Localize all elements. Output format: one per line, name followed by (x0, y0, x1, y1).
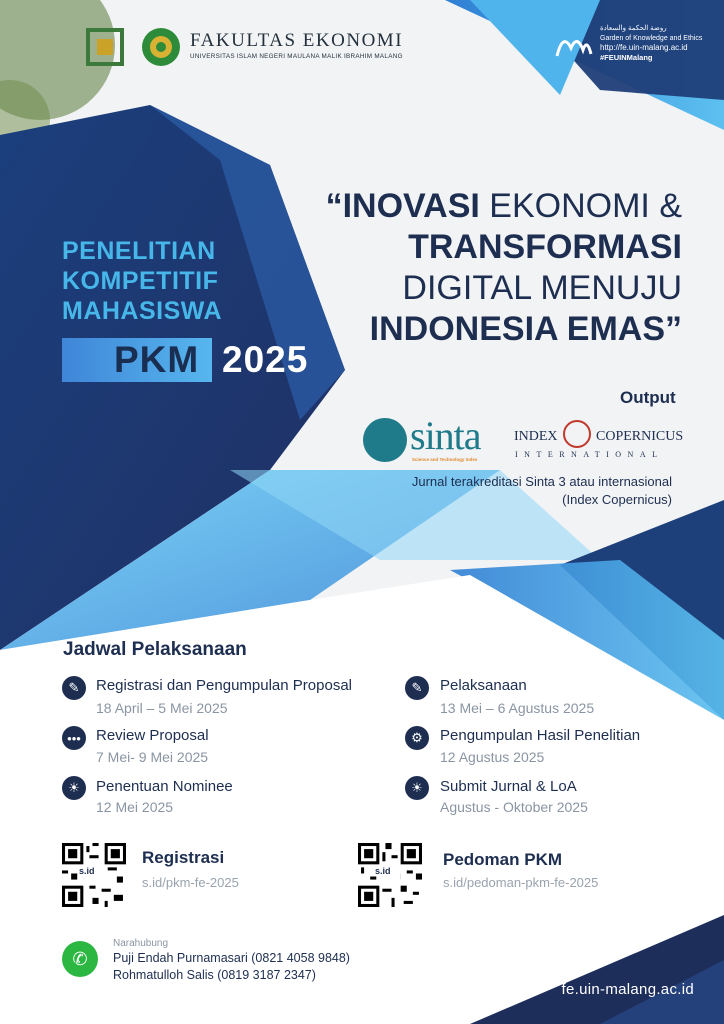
program-title (62, 236, 222, 326)
whatsapp-icon[interactable]: ✆ (62, 941, 98, 977)
pedoman-url[interactable]: s.id/pedoman-pkm-fe-2025 (443, 875, 599, 890)
chat-bubble-icon: ••• (62, 726, 86, 750)
lightbulb-icon: ☀ (62, 776, 86, 800)
output-label: Output (620, 388, 676, 407)
theme-line-1-bold: “INOVASI (325, 187, 480, 225)
schedule-item-date: Agustus - Oktober 2025 (440, 799, 588, 815)
theme-line-2: TRANSFORMASI (408, 228, 682, 266)
schedule-item-date: 12 Agustus 2025 (440, 749, 545, 765)
title-line-2: KOMPETITIF (62, 267, 219, 295)
hashtag: #FEUINMalang (600, 52, 653, 62)
university-name: UNIVERSITAS ISLAM NEGERI MAULANA MALIK IBRAHIM MALANG (190, 53, 403, 60)
ic-copernicus-text: COPERNICUS (596, 429, 684, 444)
qr-center-label: s.id (375, 866, 391, 876)
schedule-item-title: Review Proposal (96, 727, 209, 744)
qr-center-label: s.id (79, 866, 95, 876)
schedule-item-title: Submit Jurnal & LoA (440, 778, 577, 795)
schedule-item-date: 12 Mei 2025 (96, 799, 174, 815)
uin-logo (84, 26, 126, 68)
arabic-text: روضة الحكمة والسعادة (600, 25, 667, 32)
ic-international-text: INTERNATIONAL (515, 450, 664, 459)
pkm-label: PKM (114, 339, 200, 380)
sinta-tagline: Science and Technology Index (412, 457, 478, 462)
sinta-logo-text: sinta (410, 413, 481, 458)
schedule-heading: Jadwal Pelaksanaan (63, 639, 247, 660)
theme-line-4: INDONESIA EMAS” (369, 310, 682, 348)
registrasi-title: Registrasi (142, 848, 225, 867)
theme-line-1-rest: EKONOMI & (479, 187, 682, 225)
motto: Garden of Knowledge and Ethics (600, 34, 703, 42)
theme-line-3: DIGITAL MENUJU (402, 269, 682, 307)
pedoman-title: Pedoman PKM (443, 850, 563, 869)
sinta-logo-icon (363, 418, 407, 462)
journal-line-1: Jurnal terakreditasi Sinta 3 atau internasional (411, 474, 672, 489)
pencil-icon: ✎ (405, 676, 429, 700)
theme-quote (326, 186, 682, 350)
schedule-item-date: 7 Mei- 9 Mei 2025 (96, 749, 209, 765)
contact-list (113, 950, 350, 984)
calligraphy-logo (553, 28, 593, 62)
lightbulb-icon: ☀ (405, 776, 429, 800)
gear-icon: ⚙ (405, 726, 429, 750)
index-copernicus-logo-icon (563, 420, 591, 448)
schedule-item-date: 13 Mei – 6 Agustus 2025 (440, 700, 595, 716)
journal-description (412, 473, 672, 509)
pencil-icon: ✎ (62, 676, 86, 700)
contact-person-2: Rohmatulloh Salis (0819 3187 2347) (113, 968, 316, 982)
journal-line-2: (Index Copernicus) (562, 492, 672, 507)
contact-label: Narahubung (113, 938, 169, 949)
fe-logo (140, 26, 182, 68)
faculty-name: FAKULTAS EKONOMI (190, 30, 404, 51)
schedule-item-title: Registrasi dan Pengumpulan Proposal (96, 677, 352, 694)
pkm-year: 2025 (222, 339, 309, 380)
registrasi-url[interactable]: s.id/pkm-fe-2025 (142, 875, 239, 890)
ic-index-text: INDEX (514, 429, 558, 444)
schedule-item-date: 18 April – 5 Mei 2025 (96, 700, 228, 716)
schedule-item-title: Pengumpulan Hasil Penelitian (440, 727, 641, 744)
schedule-item-title: Penentuan Nominee (96, 778, 233, 795)
schedule-item-title: Pelaksanaan (440, 677, 527, 694)
header-info (600, 24, 702, 62)
header-url[interactable]: http://fe.uin-malang.ac.id (600, 43, 688, 52)
title-line-3: MAHASISWA (62, 297, 223, 325)
title-line-1: PENELITIAN (62, 237, 216, 265)
contact-person-1: Puji Endah Purnamasari (0821 4058 9848) (113, 951, 350, 965)
footer-website[interactable]: fe.uin-malang.ac.id (561, 981, 694, 998)
